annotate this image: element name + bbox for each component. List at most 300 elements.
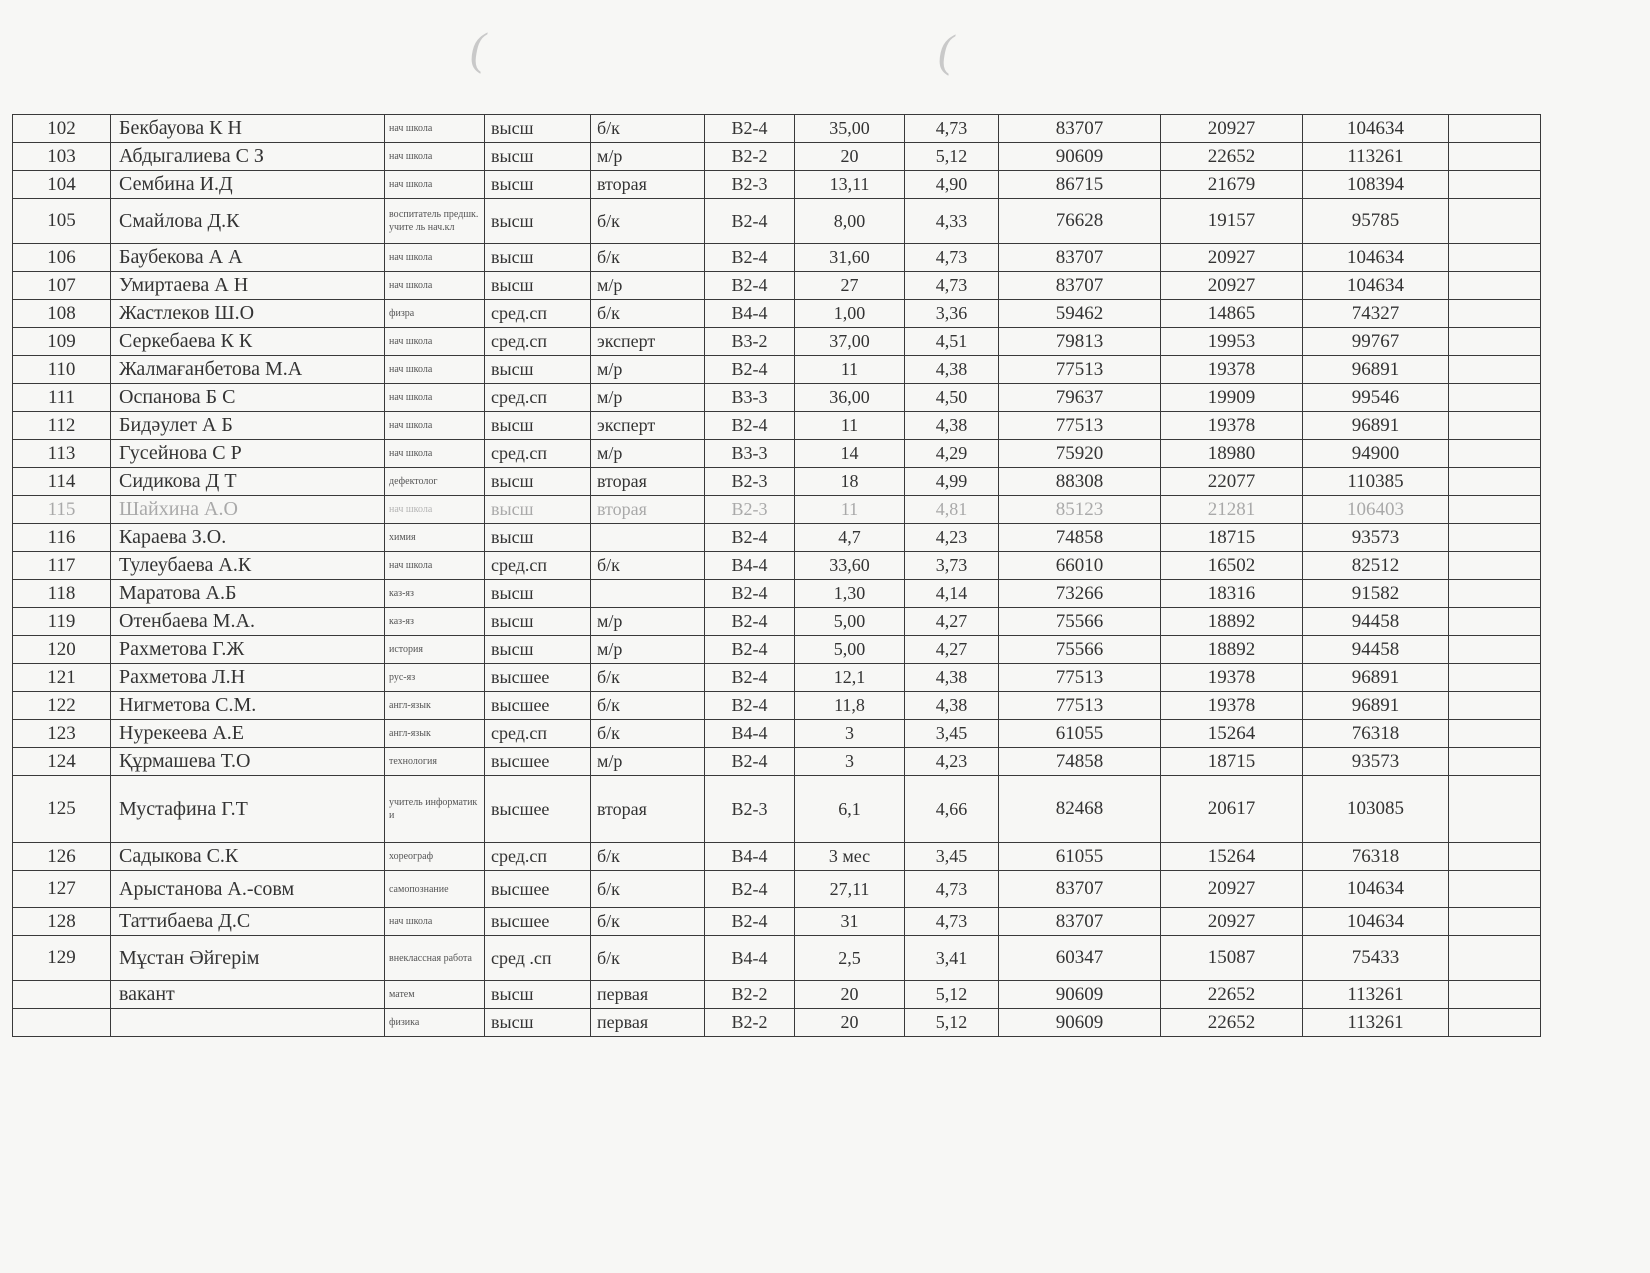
base-salary-cell: 88308 [999, 468, 1161, 496]
employee-name-cell: Баубекова А А [111, 244, 385, 272]
education-cell: высшее [485, 748, 591, 776]
employee-name-cell: Құрмашева Т.О [111, 748, 385, 776]
experience-cell: 20 [795, 1009, 905, 1037]
table-row [13, 143, 1541, 171]
addition-cell: 18892 [1161, 636, 1303, 664]
education-cell: высш [485, 143, 591, 171]
total-salary-cell: 94900 [1303, 440, 1449, 468]
blank-cell [1449, 1009, 1541, 1037]
addition-cell: 19378 [1161, 412, 1303, 440]
subject-cell: нач школа [385, 908, 485, 936]
subject-cell: внеклассная работа [385, 936, 485, 981]
grade-cell: В2-4 [705, 115, 795, 143]
row-number-cell: 129 [13, 936, 111, 981]
addition-cell: 20617 [1161, 776, 1303, 843]
experience-cell: 11 [795, 412, 905, 440]
addition-cell: 19378 [1161, 664, 1303, 692]
subject-cell: хореограф [385, 843, 485, 871]
category-cell: б/к [591, 664, 705, 692]
coefficient-cell: 4,23 [905, 524, 999, 552]
employee-name-cell: Мұстан Әйгерім [111, 936, 385, 981]
subject-cell: каз-яз [385, 608, 485, 636]
blank-cell [1449, 843, 1541, 871]
row-number-cell: 121 [13, 664, 111, 692]
table-row [13, 468, 1541, 496]
base-salary-cell: 76628 [999, 199, 1161, 244]
grade-cell: В3-3 [705, 384, 795, 412]
table-row [13, 171, 1541, 199]
subject-cell: самопознание [385, 871, 485, 908]
row-number-cell: 116 [13, 524, 111, 552]
row-number-cell: 105 [13, 199, 111, 244]
addition-cell: 19378 [1161, 692, 1303, 720]
coefficient-cell: 4,73 [905, 871, 999, 908]
blank-cell [1449, 440, 1541, 468]
base-salary-cell: 77513 [999, 356, 1161, 384]
total-salary-cell: 106403 [1303, 496, 1449, 524]
grade-cell: В2-4 [705, 664, 795, 692]
category-cell: эксперт [591, 412, 705, 440]
employee-name-cell: Мустафина Г.Т [111, 776, 385, 843]
category-cell: б/к [591, 115, 705, 143]
coefficient-cell: 5,12 [905, 981, 999, 1009]
grade-cell: В4-4 [705, 300, 795, 328]
table-row [13, 871, 1541, 908]
scan-artifact: ( [470, 23, 486, 74]
total-salary-cell: 94458 [1303, 636, 1449, 664]
education-cell: высш [485, 1009, 591, 1037]
addition-cell: 15264 [1161, 843, 1303, 871]
addition-cell: 19157 [1161, 199, 1303, 244]
employee-name-cell: Рахметова Л.Н [111, 664, 385, 692]
blank-cell [1449, 300, 1541, 328]
subject-cell: англ-язык [385, 720, 485, 748]
row-number-cell [13, 1009, 111, 1037]
experience-cell: 12,1 [795, 664, 905, 692]
coefficient-cell: 4,73 [905, 244, 999, 272]
addition-cell: 15264 [1161, 720, 1303, 748]
category-cell: м/р [591, 440, 705, 468]
employee-name-cell: Сидикова Д Т [111, 468, 385, 496]
addition-cell: 16502 [1161, 552, 1303, 580]
total-salary-cell: 104634 [1303, 244, 1449, 272]
category-cell: б/к [591, 720, 705, 748]
subject-cell: нач школа [385, 412, 485, 440]
coefficient-cell: 4,38 [905, 356, 999, 384]
education-cell: высш [485, 115, 591, 143]
table-row [13, 272, 1541, 300]
experience-cell: 11,8 [795, 692, 905, 720]
blank-cell [1449, 524, 1541, 552]
blank-cell [1449, 171, 1541, 199]
category-cell: б/к [591, 300, 705, 328]
education-cell: сред.сп [485, 843, 591, 871]
subject-cell: история [385, 636, 485, 664]
total-salary-cell: 99546 [1303, 384, 1449, 412]
row-number-cell: 113 [13, 440, 111, 468]
experience-cell: 3 мес [795, 843, 905, 871]
blank-cell [1449, 692, 1541, 720]
employee-name-cell [111, 1009, 385, 1037]
addition-cell: 21281 [1161, 496, 1303, 524]
total-salary-cell: 82512 [1303, 552, 1449, 580]
addition-cell: 20927 [1161, 272, 1303, 300]
coefficient-cell: 3,45 [905, 720, 999, 748]
employee-name-cell: Абдыгалиева С З [111, 143, 385, 171]
education-cell: высшее [485, 908, 591, 936]
employee-name-cell: Арыстанова А.-совм [111, 871, 385, 908]
coefficient-cell: 5,12 [905, 1009, 999, 1037]
total-salary-cell: 104634 [1303, 908, 1449, 936]
base-salary-cell: 90609 [999, 143, 1161, 171]
education-cell: высш [485, 244, 591, 272]
grade-cell: В2-2 [705, 143, 795, 171]
total-salary-cell: 96891 [1303, 664, 1449, 692]
staff-salary-table [12, 114, 1541, 1037]
total-salary-cell: 91582 [1303, 580, 1449, 608]
category-cell: б/к [591, 244, 705, 272]
employee-name-cell: Тулеубаева А.К [111, 552, 385, 580]
employee-name-cell: Жастлеков Ш.О [111, 300, 385, 328]
category-cell [591, 580, 705, 608]
row-number-cell: 110 [13, 356, 111, 384]
experience-cell: 3 [795, 748, 905, 776]
experience-cell: 37,00 [795, 328, 905, 356]
employee-name-cell: Оспанова Б С [111, 384, 385, 412]
table-row [13, 580, 1541, 608]
employee-name-cell: Смайлова Д.К [111, 199, 385, 244]
base-salary-cell: 73266 [999, 580, 1161, 608]
grade-cell: В2-2 [705, 981, 795, 1009]
row-number-cell: 118 [13, 580, 111, 608]
addition-cell: 19909 [1161, 384, 1303, 412]
row-number-cell [13, 981, 111, 1009]
experience-cell: 27 [795, 272, 905, 300]
category-cell: вторая [591, 776, 705, 843]
experience-cell: 20 [795, 143, 905, 171]
table-row [13, 636, 1541, 664]
category-cell: м/р [591, 143, 705, 171]
experience-cell: 2,5 [795, 936, 905, 981]
row-number-cell: 102 [13, 115, 111, 143]
row-number-cell: 126 [13, 843, 111, 871]
base-salary-cell: 60347 [999, 936, 1161, 981]
grade-cell: В4-4 [705, 720, 795, 748]
base-salary-cell: 79813 [999, 328, 1161, 356]
subject-cell: учитель информатики [385, 776, 485, 843]
row-number-cell: 128 [13, 908, 111, 936]
grade-cell: В2-4 [705, 412, 795, 440]
coefficient-cell: 3,73 [905, 552, 999, 580]
blank-cell [1449, 664, 1541, 692]
experience-cell: 8,00 [795, 199, 905, 244]
grade-cell: В2-3 [705, 776, 795, 843]
education-cell: сред.сп [485, 552, 591, 580]
blank-cell [1449, 496, 1541, 524]
coefficient-cell: 4,38 [905, 664, 999, 692]
education-cell: высшее [485, 692, 591, 720]
category-cell: м/р [591, 608, 705, 636]
coefficient-cell: 3,41 [905, 936, 999, 981]
experience-cell: 4,7 [795, 524, 905, 552]
total-salary-cell: 110385 [1303, 468, 1449, 496]
subject-cell: нач школа [385, 552, 485, 580]
coefficient-cell: 4,29 [905, 440, 999, 468]
table-row [13, 843, 1541, 871]
base-salary-cell: 79637 [999, 384, 1161, 412]
row-number-cell: 103 [13, 143, 111, 171]
base-salary-cell: 74858 [999, 524, 1161, 552]
total-salary-cell: 74327 [1303, 300, 1449, 328]
table-row [13, 524, 1541, 552]
coefficient-cell: 4,81 [905, 496, 999, 524]
category-cell: м/р [591, 272, 705, 300]
employee-name-cell: Отенбаева М.А. [111, 608, 385, 636]
subject-cell: нач школа [385, 328, 485, 356]
experience-cell: 33,60 [795, 552, 905, 580]
row-number-cell: 104 [13, 171, 111, 199]
blank-cell [1449, 776, 1541, 843]
blank-cell [1449, 199, 1541, 244]
experience-cell: 31 [795, 908, 905, 936]
subject-cell: физика [385, 1009, 485, 1037]
blank-cell [1449, 871, 1541, 908]
experience-cell: 31,60 [795, 244, 905, 272]
row-number-cell: 114 [13, 468, 111, 496]
category-cell: б/к [591, 908, 705, 936]
base-salary-cell: 61055 [999, 720, 1161, 748]
category-cell: м/р [591, 384, 705, 412]
table-row [13, 692, 1541, 720]
total-salary-cell: 96891 [1303, 692, 1449, 720]
row-number-cell: 108 [13, 300, 111, 328]
blank-cell [1449, 748, 1541, 776]
category-cell: б/к [591, 552, 705, 580]
subject-cell: нач школа [385, 171, 485, 199]
table-row [13, 981, 1541, 1009]
experience-cell: 1,00 [795, 300, 905, 328]
blank-cell [1449, 356, 1541, 384]
subject-cell: физра [385, 300, 485, 328]
grade-cell: В2-4 [705, 524, 795, 552]
base-salary-cell: 85123 [999, 496, 1161, 524]
subject-cell: нач школа [385, 356, 485, 384]
grade-cell: В2-4 [705, 580, 795, 608]
coefficient-cell: 4,14 [905, 580, 999, 608]
addition-cell: 18715 [1161, 524, 1303, 552]
blank-cell [1449, 244, 1541, 272]
addition-cell: 22077 [1161, 468, 1303, 496]
coefficient-cell: 3,36 [905, 300, 999, 328]
experience-cell: 35,00 [795, 115, 905, 143]
experience-cell: 27,11 [795, 871, 905, 908]
subject-cell: каз-яз [385, 580, 485, 608]
grade-cell: В3-3 [705, 440, 795, 468]
subject-cell: нач школа [385, 143, 485, 171]
total-salary-cell: 94458 [1303, 608, 1449, 636]
total-salary-cell: 75433 [1303, 936, 1449, 981]
addition-cell: 19378 [1161, 356, 1303, 384]
education-cell: высш [485, 580, 591, 608]
table-row [13, 496, 1541, 524]
base-salary-cell: 77513 [999, 412, 1161, 440]
addition-cell: 20927 [1161, 244, 1303, 272]
category-cell: эксперт [591, 328, 705, 356]
category-cell: м/р [591, 356, 705, 384]
addition-cell: 14865 [1161, 300, 1303, 328]
total-salary-cell: 76318 [1303, 843, 1449, 871]
addition-cell: 18715 [1161, 748, 1303, 776]
base-salary-cell: 83707 [999, 272, 1161, 300]
table-row [13, 776, 1541, 843]
blank-cell [1449, 552, 1541, 580]
grade-cell: В2-4 [705, 608, 795, 636]
addition-cell: 15087 [1161, 936, 1303, 981]
table-row [13, 664, 1541, 692]
education-cell: высш [485, 496, 591, 524]
education-cell: высш [485, 636, 591, 664]
category-cell: б/к [591, 843, 705, 871]
coefficient-cell: 4,23 [905, 748, 999, 776]
education-cell: высшее [485, 776, 591, 843]
grade-cell: В2-3 [705, 171, 795, 199]
grade-cell: В4-4 [705, 552, 795, 580]
coefficient-cell: 4,27 [905, 636, 999, 664]
subject-cell: англ-язык [385, 692, 485, 720]
addition-cell: 20927 [1161, 115, 1303, 143]
base-salary-cell: 82468 [999, 776, 1161, 843]
total-salary-cell: 113261 [1303, 981, 1449, 1009]
table-row [13, 384, 1541, 412]
coefficient-cell: 3,45 [905, 843, 999, 871]
total-salary-cell: 93573 [1303, 524, 1449, 552]
employee-name-cell: вакант [111, 981, 385, 1009]
total-salary-cell: 93573 [1303, 748, 1449, 776]
addition-cell: 18980 [1161, 440, 1303, 468]
blank-cell [1449, 936, 1541, 981]
category-cell: первая [591, 1009, 705, 1037]
category-cell: м/р [591, 636, 705, 664]
employee-name-cell: Серкебаева К К [111, 328, 385, 356]
grade-cell: В2-4 [705, 272, 795, 300]
total-salary-cell: 113261 [1303, 1009, 1449, 1037]
table-row [13, 720, 1541, 748]
row-number-cell: 112 [13, 412, 111, 440]
blank-cell [1449, 384, 1541, 412]
grade-cell: В2-4 [705, 692, 795, 720]
row-number-cell: 111 [13, 384, 111, 412]
base-salary-cell: 77513 [999, 664, 1161, 692]
education-cell: высш [485, 412, 591, 440]
subject-cell: рус-яз [385, 664, 485, 692]
base-salary-cell: 90609 [999, 1009, 1161, 1037]
addition-cell: 18892 [1161, 608, 1303, 636]
grade-cell: В2-4 [705, 871, 795, 908]
addition-cell: 22652 [1161, 1009, 1303, 1037]
total-salary-cell: 108394 [1303, 171, 1449, 199]
education-cell: сред.сп [485, 328, 591, 356]
experience-cell: 11 [795, 356, 905, 384]
subject-cell: нач школа [385, 384, 485, 412]
grade-cell: В2-2 [705, 1009, 795, 1037]
coefficient-cell: 4,73 [905, 908, 999, 936]
table-row [13, 356, 1541, 384]
grade-cell: В2-4 [705, 636, 795, 664]
base-salary-cell: 77513 [999, 692, 1161, 720]
education-cell: высшее [485, 871, 591, 908]
addition-cell: 18316 [1161, 580, 1303, 608]
education-cell: высш [485, 468, 591, 496]
grade-cell: В4-4 [705, 936, 795, 981]
grade-cell: В2-4 [705, 199, 795, 244]
education-cell: высшее [485, 664, 591, 692]
addition-cell: 22652 [1161, 981, 1303, 1009]
row-number-cell: 119 [13, 608, 111, 636]
coefficient-cell: 4,73 [905, 272, 999, 300]
employee-name-cell: Гусейнова С Р [111, 440, 385, 468]
subject-cell: технология [385, 748, 485, 776]
subject-cell: нач школа [385, 272, 485, 300]
total-salary-cell: 95785 [1303, 199, 1449, 244]
education-cell: высш [485, 356, 591, 384]
coefficient-cell: 4,73 [905, 115, 999, 143]
blank-cell [1449, 328, 1541, 356]
education-cell: сред.сп [485, 384, 591, 412]
experience-cell: 5,00 [795, 608, 905, 636]
base-salary-cell: 75920 [999, 440, 1161, 468]
employee-name-cell: Бидәулет А Б [111, 412, 385, 440]
category-cell: вторая [591, 468, 705, 496]
base-salary-cell: 61055 [999, 843, 1161, 871]
experience-cell: 11 [795, 496, 905, 524]
row-number-cell: 125 [13, 776, 111, 843]
experience-cell: 18 [795, 468, 905, 496]
grade-cell: В4-4 [705, 843, 795, 871]
category-cell: б/к [591, 871, 705, 908]
education-cell: высш [485, 199, 591, 244]
category-cell [591, 524, 705, 552]
base-salary-cell: 90609 [999, 981, 1161, 1009]
row-number-cell: 120 [13, 636, 111, 664]
blank-cell [1449, 608, 1541, 636]
coefficient-cell: 4,66 [905, 776, 999, 843]
base-salary-cell: 74858 [999, 748, 1161, 776]
total-salary-cell: 113261 [1303, 143, 1449, 171]
category-cell: вторая [591, 171, 705, 199]
education-cell: высш [485, 608, 591, 636]
subject-cell: нач школа [385, 244, 485, 272]
base-salary-cell: 66010 [999, 552, 1161, 580]
base-salary-cell: 83707 [999, 115, 1161, 143]
addition-cell: 21679 [1161, 171, 1303, 199]
coefficient-cell: 4,38 [905, 692, 999, 720]
employee-name-cell: Жалмағанбетова М.А [111, 356, 385, 384]
blank-cell [1449, 143, 1541, 171]
experience-cell: 20 [795, 981, 905, 1009]
blank-cell [1449, 908, 1541, 936]
subject-cell: нач школа [385, 440, 485, 468]
addition-cell: 20927 [1161, 908, 1303, 936]
total-salary-cell: 103085 [1303, 776, 1449, 843]
education-cell: сред.сп [485, 440, 591, 468]
base-salary-cell: 83707 [999, 244, 1161, 272]
table-row [13, 199, 1541, 244]
subject-cell: дефектолог [385, 468, 485, 496]
employee-name-cell: Рахметова Г.Ж [111, 636, 385, 664]
row-number-cell: 115 [13, 496, 111, 524]
scan-artifact: ( [938, 25, 954, 76]
experience-cell: 13,11 [795, 171, 905, 199]
